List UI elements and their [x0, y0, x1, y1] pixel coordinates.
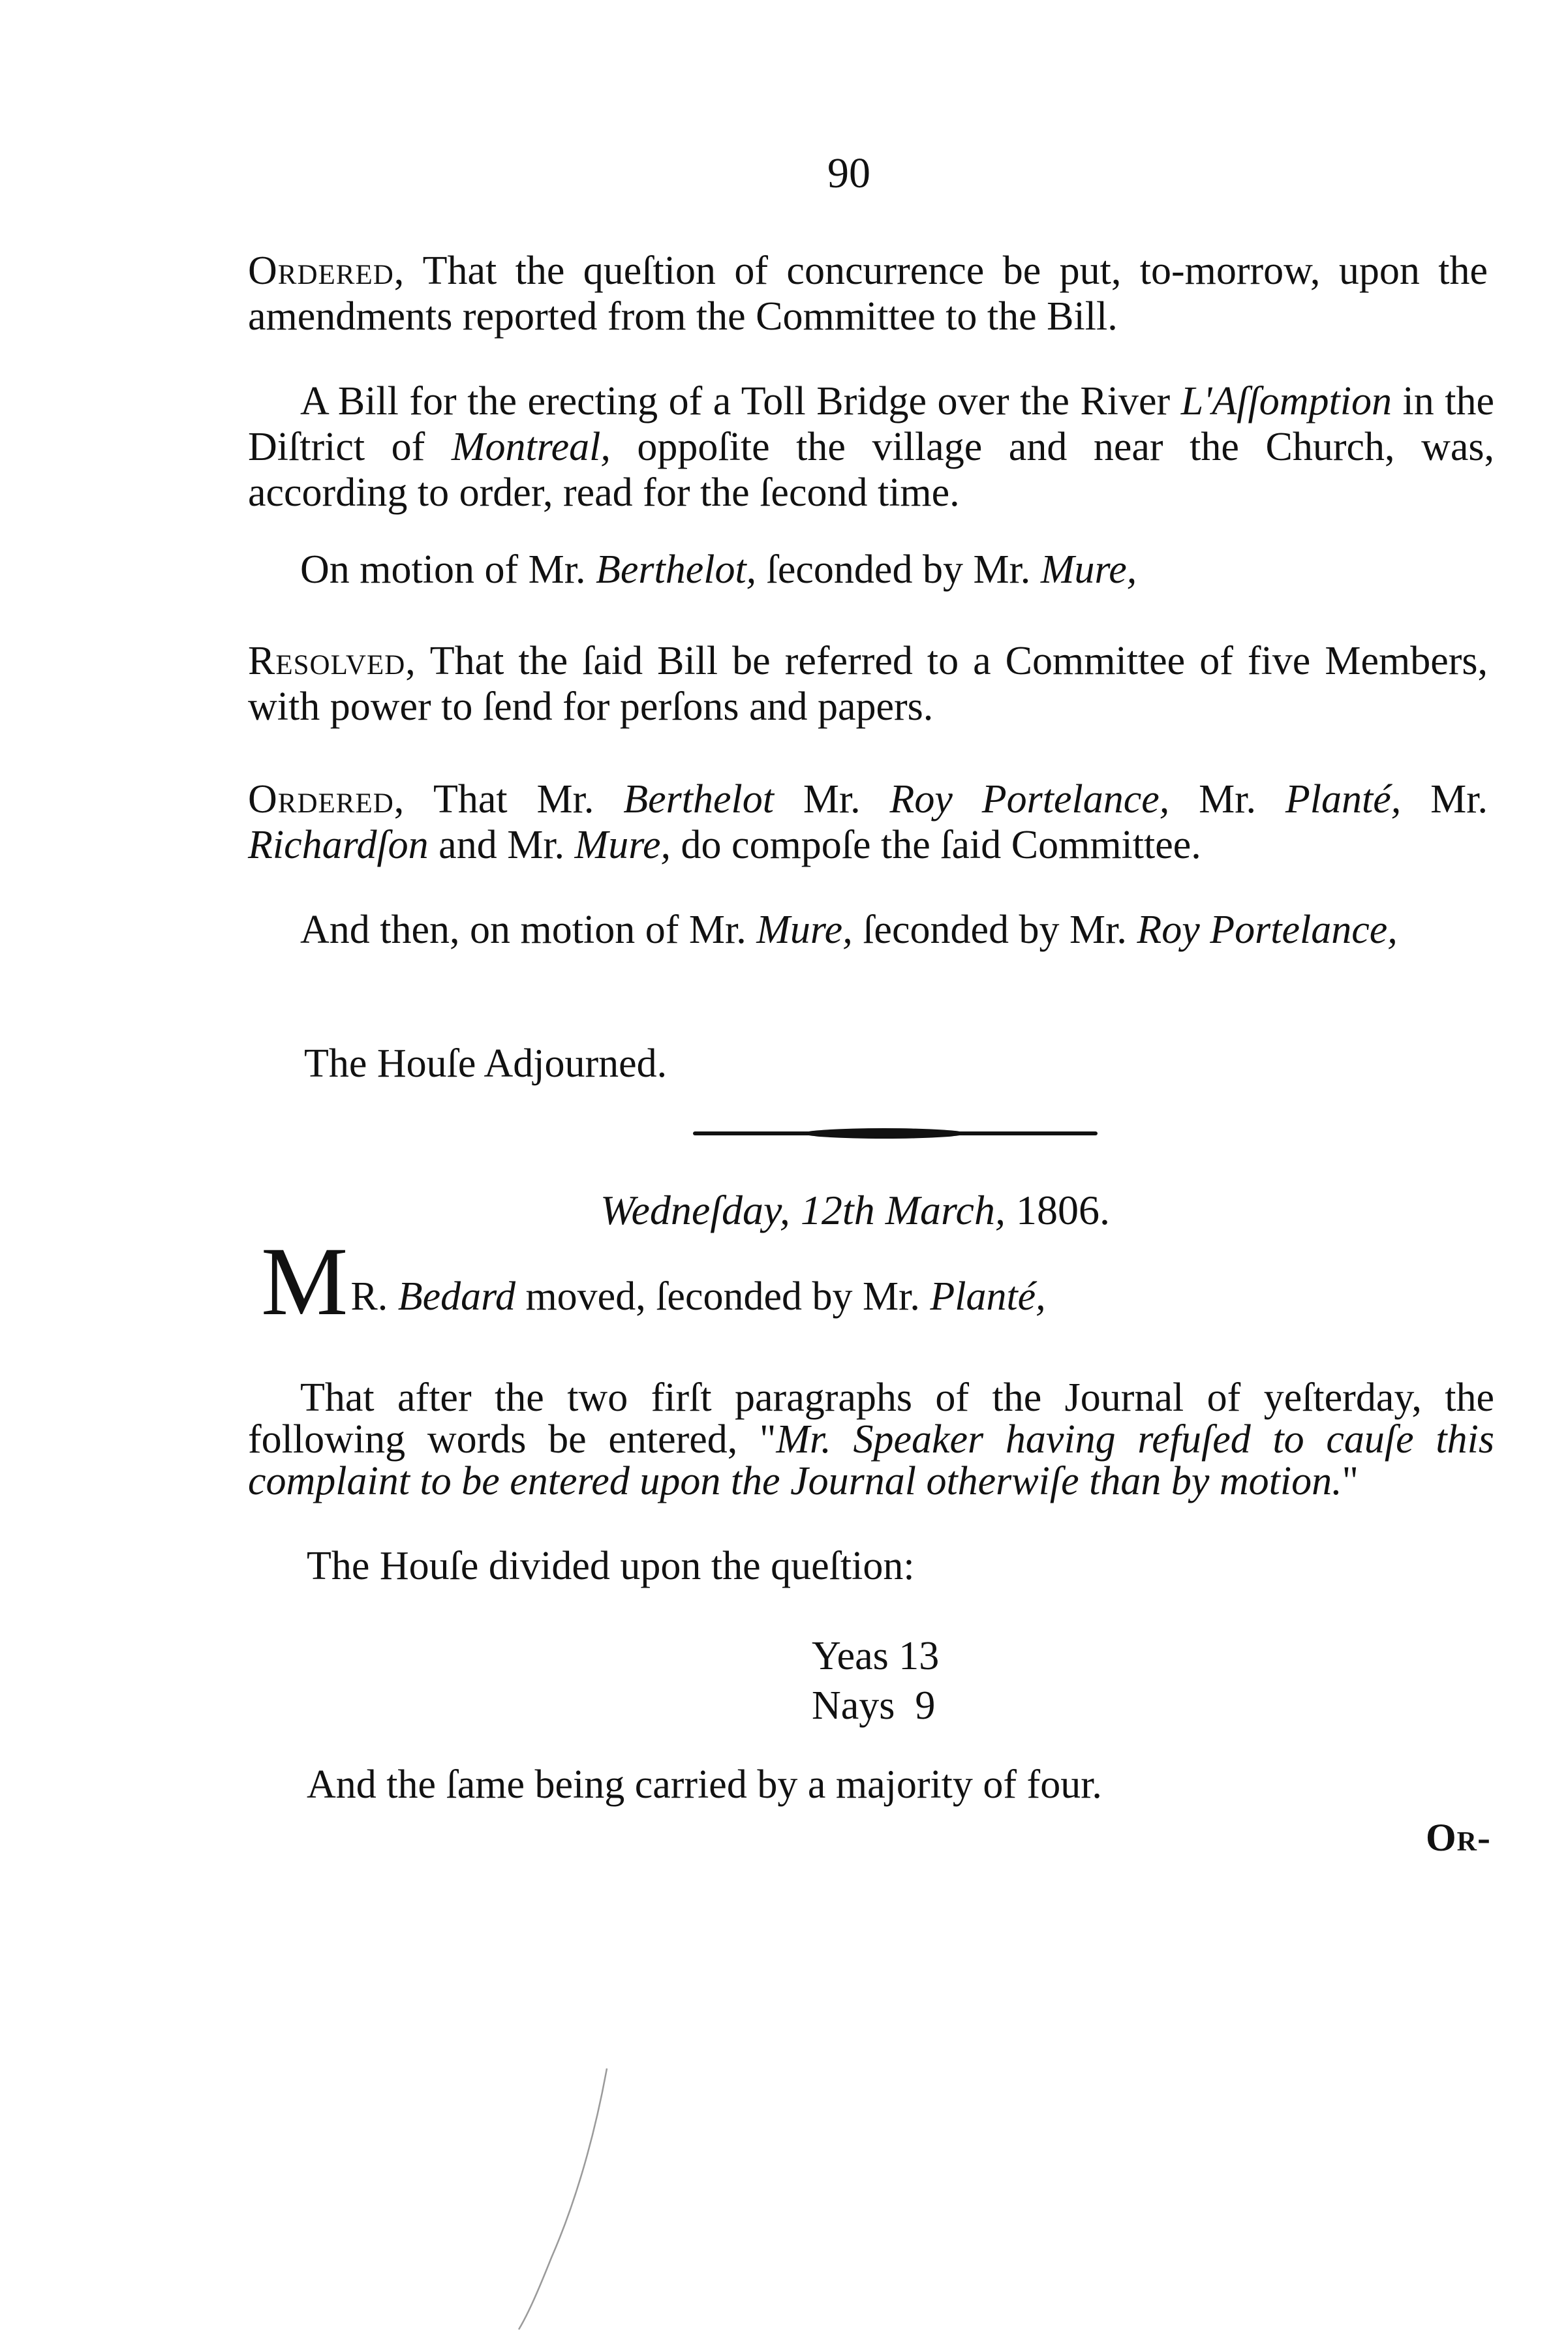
amendment-text-2: " [1342, 1459, 1359, 1503]
pencil-mark [496, 2062, 626, 2336]
bedard-text-2: moved, ſeconded by Mr. [515, 1274, 930, 1319]
members-text: Mr. [773, 777, 890, 822]
entry-text: That the ſaid Bill be referred to a Committee of five Members, with power to ſend for perſons and papers. [248, 639, 1488, 729]
journal-amendment [248, 1377, 1494, 1502]
yeas-label: Yeas [812, 1634, 889, 1678]
nays-count: 9 [915, 1683, 936, 1728]
members-text: and Mr. [428, 823, 575, 867]
house-divided: The Houſe divided upon the queſtion: [307, 1544, 915, 1588]
motion-text-1: On motion of Mr. [300, 547, 596, 592]
date-year: 1806. [1015, 1187, 1110, 1233]
bill-toll-bridge [248, 378, 1494, 515]
bedard-mover: Bedard [397, 1274, 515, 1319]
yeas-count: 13 [899, 1634, 940, 1678]
entry-lead: Resolved, [248, 639, 416, 683]
vote-result: And the ſame being carried by a majority of four. [307, 1762, 1102, 1807]
bill-river-name: L'Aſſomption [1180, 379, 1392, 423]
vote-tally [812, 1631, 939, 1730]
bedard-motion [261, 1227, 1488, 1336]
motion-text-2: ſeconded by Mr. [756, 547, 1041, 592]
nays-row [812, 1681, 939, 1730]
members-text: Mr. [1401, 777, 1488, 822]
member-name: Planté, [1285, 777, 1402, 822]
date-day: Wedneſday, [600, 1187, 790, 1233]
catchword: Or- [1426, 1816, 1491, 1859]
adjourn-seconder: Roy Portelance, [1137, 908, 1398, 952]
date-date: 12th March, [800, 1187, 1006, 1233]
member-name: Roy Portelance, [889, 777, 1170, 822]
date-line [600, 1188, 1110, 1233]
amendment-quote: Mr. Speaker having refuſed to cauſe this complaint to be entered upon the Journal otherwiſe than by motion. [248, 1417, 1494, 1503]
ordered-committee-members [248, 776, 1488, 868]
amendment-text-1: That after the two firſt paragraphs of the Journal of yeſterday, the following words be entered, " [248, 1375, 1494, 1462]
member-name: Mure, [574, 823, 671, 867]
page-number: 90 [827, 149, 870, 197]
bill-district-name: Montreal, [451, 425, 611, 469]
entry-lead: Ordered, [248, 249, 405, 293]
bill-text-2: in the Diſtrict of [248, 379, 1494, 469]
ordered-concurrence [248, 248, 1488, 339]
members-text: That Mr. [433, 777, 624, 822]
entry-lead: Ordered, [248, 777, 405, 822]
nays-label: Nays [812, 1683, 895, 1728]
member-name: Berthelot [623, 777, 774, 822]
members-text: Mr. [1169, 777, 1285, 822]
adjourn-text-1: And then, on motion of Mr. [300, 908, 757, 952]
house-adjourned: The Houſe Adjourned. [304, 1041, 668, 1086]
bill-text-3: oppoſite the village and near the Church, was, according to order, read for the ſecond time. [248, 425, 1494, 515]
motion-mover: Berthelot, [595, 547, 757, 592]
entry-text: That the queſtion of concurrence be put, to-morrow, upon the amendments reported from the Committee to the Bill. [248, 249, 1488, 339]
drop-capital: M [261, 1227, 348, 1336]
bill-text-1: A Bill for the erecting of a Toll Bridge over the River [300, 379, 1181, 423]
adjourn-mover: Mure, [756, 908, 853, 952]
bedard-text-1: R. [350, 1274, 398, 1319]
motion-seconder: Mure, [1040, 547, 1137, 592]
bedard-seconder: Planté, [930, 1274, 1046, 1319]
members-text: do compoſe the ſaid Committee. [671, 823, 1201, 867]
motion-berthelot [300, 547, 1475, 592]
yeas-row [812, 1631, 939, 1681]
adjourn-text-2: ſeconded by Mr. [852, 908, 1137, 952]
resolved-committee [248, 638, 1488, 730]
adjournment-motion [248, 907, 1488, 953]
member-name: Richardſon [248, 823, 429, 867]
section-divider-swell [803, 1128, 966, 1139]
